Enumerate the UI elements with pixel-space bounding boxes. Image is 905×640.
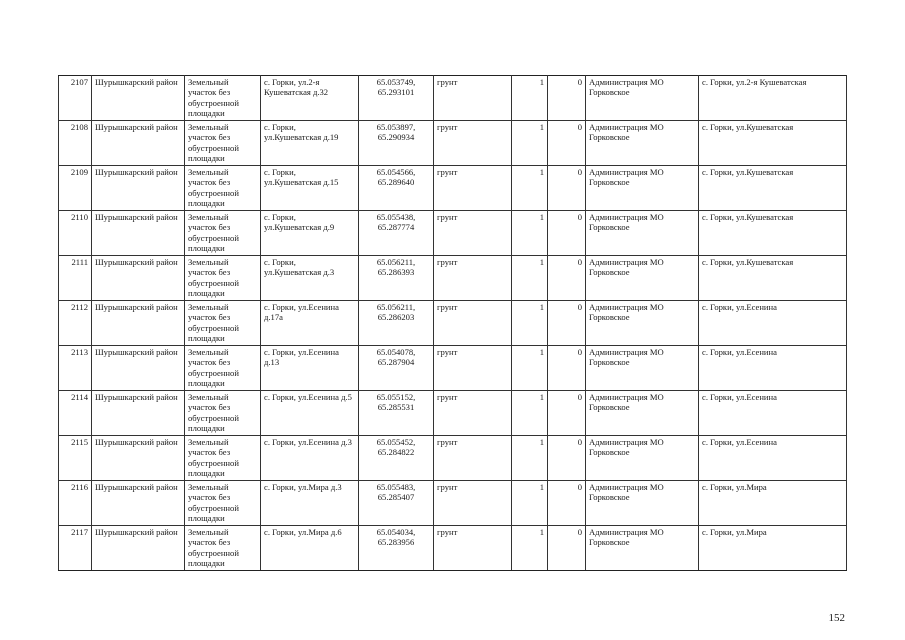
row-number: 2108 xyxy=(59,121,92,166)
count-cell: 0 xyxy=(548,301,586,346)
surface-cell: грунт xyxy=(434,76,512,121)
coordinates-cell: 65.054566, 65.289640 xyxy=(359,166,434,211)
site-type-cell: Земельный участок без обустроенной площадки xyxy=(185,211,261,256)
coordinates-cell: 65.054078, 65.287904 xyxy=(359,346,434,391)
address-cell: с. Горки, ул.Кушеватская д.19 xyxy=(261,121,359,166)
count-cell: 0 xyxy=(548,166,586,211)
site-type-cell: Земельный участок без обустроенной площадки xyxy=(185,166,261,211)
count-cell: 1 xyxy=(512,121,548,166)
district-cell: Шурышкарский район xyxy=(92,526,185,571)
location-cell: с. Горки, ул.Есенина xyxy=(699,436,847,481)
location-cell: с. Горки, ул.Есенина xyxy=(699,301,847,346)
coordinates-cell: 65.055483, 65.285407 xyxy=(359,481,434,526)
location-cell: с. Горки, ул.Есенина xyxy=(699,391,847,436)
table-body xyxy=(59,76,847,571)
table-row xyxy=(59,346,847,391)
row-number: 2116 xyxy=(59,481,92,526)
owner-cell: Администрация МО Горковское xyxy=(586,481,699,526)
location-cell: с. Горки, ул.Кушеватская xyxy=(699,166,847,211)
table-row xyxy=(59,436,847,481)
owner-cell: Администрация МО Горковское xyxy=(586,346,699,391)
row-number: 2107 xyxy=(59,76,92,121)
count-cell: 1 xyxy=(512,166,548,211)
count-cell: 1 xyxy=(512,76,548,121)
site-type-cell: Земельный участок без обустроенной площадки xyxy=(185,346,261,391)
table-row xyxy=(59,526,847,571)
address-cell: с. Горки, ул.Есенина д.3 xyxy=(261,436,359,481)
district-cell: Шурышкарский район xyxy=(92,211,185,256)
surface-cell: грунт xyxy=(434,121,512,166)
district-cell: Шурышкарский район xyxy=(92,391,185,436)
count-cell: 1 xyxy=(512,301,548,346)
coordinates-cell: 65.053749, 65.293101 xyxy=(359,76,434,121)
address-cell: с. Горки, ул.Кушеватская д.3 xyxy=(261,256,359,301)
table-row xyxy=(59,256,847,301)
address-cell: с. Горки, ул.Есенина д.13 xyxy=(261,346,359,391)
table-row xyxy=(59,391,847,436)
address-cell: с. Горки, ул.Мира д.6 xyxy=(261,526,359,571)
site-type-cell: Земельный участок без обустроенной площадки xyxy=(185,76,261,121)
owner-cell: Администрация МО Горковское xyxy=(586,76,699,121)
count-cell: 1 xyxy=(512,391,548,436)
location-cell: с. Горки, ул.Кушеватская xyxy=(699,211,847,256)
coordinates-cell: 65.055152, 65.285531 xyxy=(359,391,434,436)
surface-cell: грунт xyxy=(434,166,512,211)
coordinates-cell: 65.054034, 65.283956 xyxy=(359,526,434,571)
district-cell: Шурышкарский район xyxy=(92,76,185,121)
surface-cell: грунт xyxy=(434,211,512,256)
location-cell: с. Горки, ул.Кушеватская xyxy=(699,121,847,166)
count-cell: 1 xyxy=(512,526,548,571)
count-cell: 0 xyxy=(548,121,586,166)
count-cell: 0 xyxy=(548,481,586,526)
owner-cell: Администрация МО Горковское xyxy=(586,526,699,571)
address-cell: с. Горки, ул.Мира д.3 xyxy=(261,481,359,526)
row-number: 2113 xyxy=(59,346,92,391)
owner-cell: Администрация МО Горковское xyxy=(586,436,699,481)
table-row xyxy=(59,76,847,121)
district-cell: Шурышкарский район xyxy=(92,121,185,166)
coordinates-cell: 65.053897, 65.290934 xyxy=(359,121,434,166)
surface-cell: грунт xyxy=(434,526,512,571)
surface-cell: грунт xyxy=(434,391,512,436)
table-row xyxy=(59,121,847,166)
district-cell: Шурышкарский район xyxy=(92,346,185,391)
location-cell: с. Горки, ул.2-я Кушеватская xyxy=(699,76,847,121)
location-cell: с. Горки, ул.Мира xyxy=(699,526,847,571)
site-type-cell: Земельный участок без обустроенной площадки xyxy=(185,121,261,166)
site-type-cell: Земельный участок без обустроенной площадки xyxy=(185,301,261,346)
location-cell: с. Горки, ул.Кушеватская xyxy=(699,256,847,301)
coordinates-cell: 65.056211, 65.286203 xyxy=(359,301,434,346)
district-cell: Шурышкарский район xyxy=(92,166,185,211)
location-cell: с. Горки, ул.Мира xyxy=(699,481,847,526)
count-cell: 1 xyxy=(512,256,548,301)
district-cell: Шурышкарский район xyxy=(92,256,185,301)
row-number: 2114 xyxy=(59,391,92,436)
row-number: 2111 xyxy=(59,256,92,301)
count-cell: 0 xyxy=(548,76,586,121)
district-cell: Шурышкарский район xyxy=(92,436,185,481)
registry-table xyxy=(58,75,847,571)
address-cell: с. Горки, ул.Есенина д.5 xyxy=(261,391,359,436)
owner-cell: Администрация МО Горковское xyxy=(586,391,699,436)
district-cell: Шурышкарский район xyxy=(92,301,185,346)
page-number: 152 xyxy=(828,612,845,624)
surface-cell: грунт xyxy=(434,301,512,346)
surface-cell: грунт xyxy=(434,481,512,526)
count-cell: 0 xyxy=(548,436,586,481)
count-cell: 0 xyxy=(548,391,586,436)
row-number: 2109 xyxy=(59,166,92,211)
owner-cell: Администрация МО Горковское xyxy=(586,301,699,346)
site-type-cell: Земельный участок без обустроенной площадки xyxy=(185,526,261,571)
count-cell: 1 xyxy=(512,481,548,526)
table-row xyxy=(59,166,847,211)
row-number: 2112 xyxy=(59,301,92,346)
row-number: 2115 xyxy=(59,436,92,481)
table-row xyxy=(59,481,847,526)
site-type-cell: Земельный участок без обустроенной площадки xyxy=(185,256,261,301)
table-row xyxy=(59,211,847,256)
coordinates-cell: 65.056211, 65.286393 xyxy=(359,256,434,301)
count-cell: 1 xyxy=(512,436,548,481)
row-number: 2117 xyxy=(59,526,92,571)
surface-cell: грунт xyxy=(434,436,512,481)
surface-cell: грунт xyxy=(434,346,512,391)
site-type-cell: Земельный участок без обустроенной площадки xyxy=(185,481,261,526)
location-cell: с. Горки, ул.Есенина xyxy=(699,346,847,391)
address-cell: с. Горки, ул.Кушеватская д.9 xyxy=(261,211,359,256)
coordinates-cell: 65.055452, 65.284822 xyxy=(359,436,434,481)
count-cell: 0 xyxy=(548,526,586,571)
count-cell: 0 xyxy=(548,346,586,391)
coordinates-cell: 65.055438, 65.287774 xyxy=(359,211,434,256)
row-number: 2110 xyxy=(59,211,92,256)
site-type-cell: Земельный участок без обустроенной площадки xyxy=(185,391,261,436)
address-cell: с. Горки, ул.Есенина д.17а xyxy=(261,301,359,346)
owner-cell: Администрация МО Горковское xyxy=(586,256,699,301)
site-type-cell: Земельный участок без обустроенной площадки xyxy=(185,436,261,481)
count-cell: 1 xyxy=(512,346,548,391)
district-cell: Шурышкарский район xyxy=(92,481,185,526)
count-cell: 0 xyxy=(548,211,586,256)
count-cell: 1 xyxy=(512,211,548,256)
address-cell: с. Горки, ул.2-я Кушеватская д.32 xyxy=(261,76,359,121)
address-cell: с. Горки, ул.Кушеватская д.15 xyxy=(261,166,359,211)
surface-cell: грунт xyxy=(434,256,512,301)
owner-cell: Администрация МО Горковское xyxy=(586,121,699,166)
owner-cell: Администрация МО Горковское xyxy=(586,211,699,256)
owner-cell: Администрация МО Горковское xyxy=(586,166,699,211)
count-cell: 0 xyxy=(548,256,586,301)
table-row xyxy=(59,301,847,346)
